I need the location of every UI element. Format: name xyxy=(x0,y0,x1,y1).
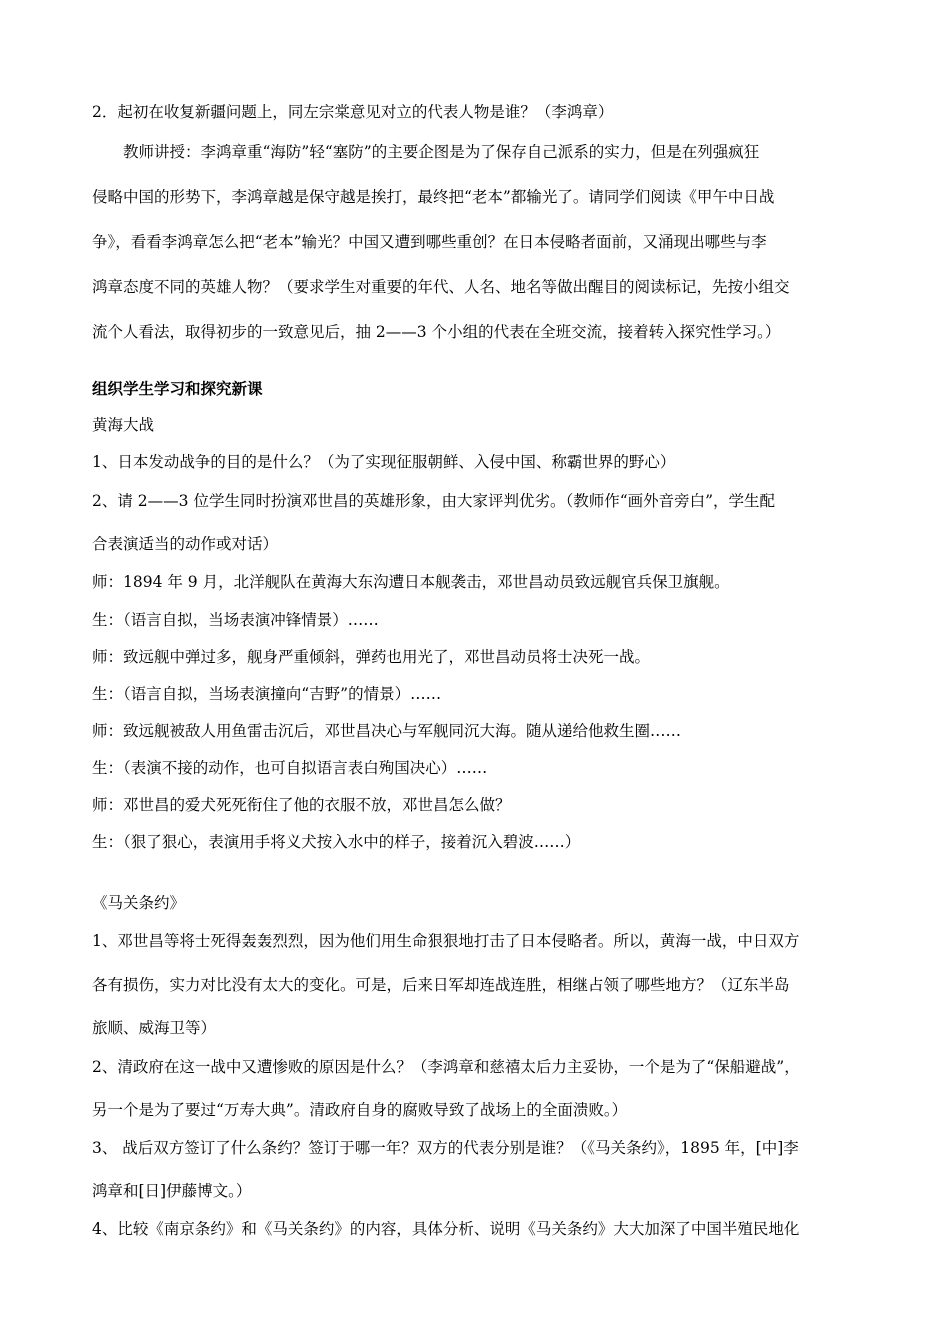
question-occupied-places: 1、邓世昌等将士死得轰轰烈烈，因为他们用生命狠狠地打击了日本侵略者。所以，黄海一战，中日双方 xyxy=(92,932,800,950)
dialogue-line: 生：（狠了狠心，表演用手将义犬按入水中的样子，接着沉入碧波……） xyxy=(92,833,581,851)
teacher-lecture-line: 争》，看看李鸿章怎么把“老本”输光？中国又遭到哪些重创？在日本侵略者面前，又涌现出哪些与李 xyxy=(92,233,767,251)
question-treaty-signed: 3、 战后双方签订了什么条约？签订于哪一年？双方的代表分别是谁？（《马关条约》，1895 年，[中]李 xyxy=(92,1139,799,1157)
section-heading: 组织学生学习和探究新课 xyxy=(92,379,263,398)
teacher-lecture-line: 侵略中国的形势下，李鸿章越是保守越是挨打，最终把“老本”都输光了。请同学们阅读《甲午中日战 xyxy=(92,188,775,206)
dialogue-line: 师：邓世昌的爱犬死死衔住了他的衣服不放，邓世昌怎么做？ xyxy=(92,796,511,814)
subsection-title-yellow-sea: 黄海大战 xyxy=(92,416,155,434)
question-roleplay: 2、请 2——3 位学生同时扮演邓世昌的英雄形象，由大家评判优劣。（教师作“画外音旁白”，学生配 xyxy=(92,492,776,510)
dialogue-line: 师：1894 年 9 月，北洋舰队在黄海大东沟遭日本舰袭击，邓世昌动员致远舰官兵保卫旗舰。 xyxy=(92,573,730,591)
teacher-lecture-line: 教师讲授：李鸿章重“海防”轻“塞防”的主要企图是为了保存自己派系的实力，但是在列强疯狂 xyxy=(123,143,760,161)
question-war-purpose: 1、日本发动战争的目的是什么？（为了实现征服朝鲜、入侵中国、称霸世界的野心） xyxy=(92,453,676,471)
question-occupied-places: 各有损伤，实力对比没有太大的变化。可是，后来日军却连战连胜，相继占领了哪些地方？（辽东半岛 xyxy=(92,976,790,994)
dialogue-line: 生：（表演不接的动作，也可自拟语言表白殉国决心）…… xyxy=(92,759,488,777)
teacher-lecture-line: 流个人看法，取得初步的一致意见后，抽 2——3 个小组的代表在全班交流，接着转入探究性学习。） xyxy=(92,323,781,341)
question-leader-opposing-zuo: 2．起初在收复新疆问题上，同左宗棠意见对立的代表人物是谁？（李鸿章） xyxy=(92,103,614,121)
question-roleplay: 合表演适当的动作或对话） xyxy=(92,535,279,553)
dialogue-line: 师：致远舰中弹过多，舰身严重倾斜，弹药也用光了，邓世昌动员将士决死一战。 xyxy=(92,648,651,666)
question-defeat-reason: 2、清政府在这一战中又遭惨败的原因是什么？（李鸿章和慈禧太后力主妥协，一个是为了“保船避战”， xyxy=(92,1058,800,1076)
dialogue-line: 生：（语言自拟，当场表演撞向“吉野”的情景）…… xyxy=(92,685,442,703)
question-occupied-places: 旅顺、威海卫等） xyxy=(92,1019,217,1037)
question-defeat-reason: 另一个是为了要过“万寿大典”。清政府自身的腐败导致了战场上的全面溃败。） xyxy=(92,1101,628,1119)
teacher-lecture-line: 鸿章态度不同的英雄人物？（要求学生对重要的年代、人名、地名等做出醒目的阅读标记，先按小组交 xyxy=(92,278,790,296)
dialogue-line: 生：（语言自拟，当场表演冲锋情景）…… xyxy=(92,611,379,629)
subsection-title-treaty: 《马关条约》 xyxy=(92,894,186,912)
question-compare-treaties: 4、比较《南京条约》和《马关条约》的内容，具体分析、说明《马关条约》大大加深了中国半殖民地化 xyxy=(92,1220,800,1238)
dialogue-line: 师：致远舰被敌人用鱼雷击沉后，邓世昌决心与军舰同沉大海。随从递给他救生圈…… xyxy=(92,722,682,740)
question-treaty-signed: 鸿章和[日]伊藤博文。） xyxy=(92,1182,252,1200)
